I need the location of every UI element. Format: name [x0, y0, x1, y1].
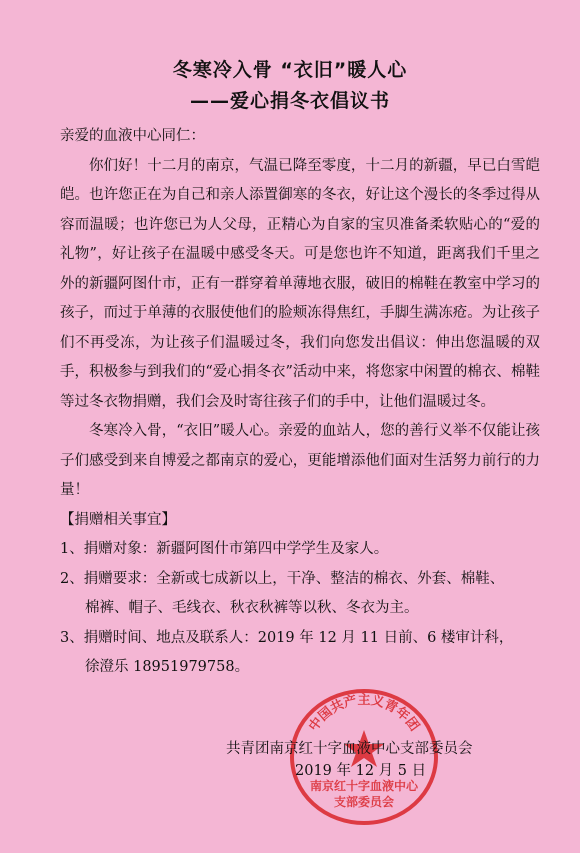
salutation: 亲爱的血液中心同仁：	[60, 128, 205, 144]
paragraph-appeal: 冬寒冷入骨，“衣旧”暖人心。亲爱的血站人，您的善行义举不仅能让孩子们感受到来自博爱之都南京的爱心，更能增添他们面对生活努力前行的力量！	[60, 423, 540, 498]
svg-text:中国共产主义青年团: 中国共产主义青年团	[306, 693, 422, 735]
list-item-number: 2、	[60, 570, 84, 587]
list-item-text: 捐赠对象：新疆阿图什市第四中学学生及家人。	[83, 541, 389, 557]
list-item-number: 3、	[60, 629, 84, 646]
svg-text:支部委员会: 支部委员会	[333, 795, 395, 809]
list-item-number: 1、	[60, 541, 84, 557]
signature-date: 2019 年 12 月 5 日	[295, 763, 427, 779]
list-item-text: 捐赠时间、地点及联系人：2019 年 12 月 11 日前、6 楼审计科，	[83, 629, 514, 646]
svg-text:南京红十字血液中心: 南京红十字血液中心	[309, 779, 419, 793]
document-subtitle: ——爱心捐冬衣倡议书	[189, 90, 390, 112]
list-item-text: 捐赠要求：全新或七成新以上，干净、整洁的棉衣、外套、棉鞋、	[83, 570, 505, 587]
list-item-continuation: 徐澄乐 18951979758。	[85, 659, 250, 675]
section-header: 【捐赠相关事宜】	[60, 511, 176, 528]
list-item	[60, 535, 540, 565]
document-title: 冬寒冷入骨 “衣旧”暖人心	[172, 59, 408, 81]
list-item	[60, 624, 540, 654]
signature-organization: 共青团南京红十字血液中心支部委员会	[226, 741, 473, 757]
document-body	[60, 122, 540, 683]
list-item	[60, 565, 540, 595]
paragraph-intro: 你们好！十二月的南京，气温已降至零度，十二月的新疆，早已白雪皑皑。也许您正在为自己和亲人添置御寒的冬衣，好让这个漫长的冬季过得从容而温暖；也许您已为人父母，正精心为自家的宝贝准备柔软贴心的“爱的礼物”，好让孩子在温暖中感受冬天。可是您也许不知道，距离我们千里之外的新疆阿图什市，正有一群穿着单薄地衣服，破旧的棉鞋在教室中学习的孩子，而过于单薄的衣服使他们的脸颊冻得焦红，手脚生满冻疮。为让孩子们不再受冻，为让孩子们温暖过冬，我们向您发出倡议：伸出您温暖的双手，积极参与到我们的“爱心捐冬衣”活动中来，将您家中闲置的棉衣、棉鞋等过冬衣物捐赠，我们会及时寄往孩子们的手中，让他们温暖过冬。	[60, 157, 540, 410]
list-item-continuation: 棉裤、帽子、毛线衣、秋衣秋裤等以秋、冬衣为主。	[85, 600, 419, 616]
